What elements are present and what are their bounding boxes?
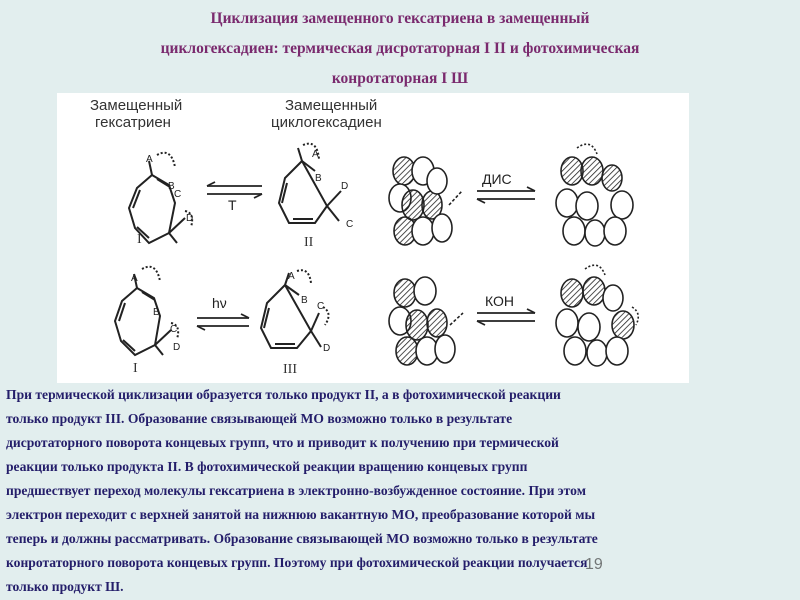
hexatriene-bottom [115,267,181,355]
title-line-1: Циклизация замещенного гексатриена в замещенный [210,10,590,27]
top-atom-b: B [168,181,175,192]
orbitals-bottom-left [389,277,463,365]
ii-atom-c: C [346,219,354,230]
thermal-arrows [207,182,262,198]
photo-arrows [197,314,249,330]
dis-arrows [477,187,535,203]
dis-label: ДИС [482,171,512,187]
title-line-3: конротаторная I Ш [331,70,469,87]
ii-atom-b: B [315,173,322,184]
label-cyclohexadiene-1: Замещенный [285,97,378,114]
orbitals-top-right [556,144,633,246]
ii-atom-d: D [341,181,349,192]
bottom-atom-c: C [170,324,178,335]
bottom-atom-d: D [173,342,181,353]
body-line-2: только продукт III. Образование связывающей МО возможно только в результате [6,411,513,426]
hexatriene-top [129,153,192,243]
roman-3: III [283,362,297,377]
reaction-figure [57,93,689,383]
kon-arrows [477,309,535,325]
label-cyclohexadiene-2: циклогексадиен [271,114,382,131]
title-line-2: циклогексадиен: термическая дисротаторная I II и фотохимическая [160,40,640,57]
explanation-text [6,383,796,599]
body-line-6: электрон переходит с верхней занятой на нижнюю вакантную МО, преобразование которой мы [6,507,596,522]
iii-atom-c: C [317,301,325,312]
roman-1-top: I [137,232,142,247]
bottom-atom-b: B [153,307,160,318]
body-line-8: конротаторного поворота концевых групп. Поэтому при фотохимической реакции получается [6,555,588,570]
kon-label: КОН [485,293,514,309]
roman-2: II [304,235,314,250]
photo-label: hν [212,295,227,311]
page-number: 19 [585,556,603,573]
roman-1-bottom: I [133,361,138,376]
label-hexatriene-1: Замещенный [90,97,183,114]
body-line-1: При термической циклизации образуется только продукт II, а в фотохимической реакции [6,387,561,402]
reaction-scheme [57,93,689,383]
thermal-label: T [228,197,237,213]
top-atom-a: A [146,154,153,165]
top-atom-c: C [174,189,182,200]
orbitals-top-left [389,157,462,245]
bottom-atom-a: A [131,273,138,284]
iii-atom-a: A [288,271,295,282]
body-line-7: теперь и должны рассматривать. Образование связывающей МО возможно только в результате [6,531,598,546]
iii-atom-b: B [301,295,308,306]
body-line-5: предшествует переход молекулы гексатриена в электронно-возбужденное состояние. При этом [6,483,586,498]
body-line-4: реакции только продукта II. В фотохимической реакции вращению концевых групп [6,459,528,474]
top-atom-d: D [186,213,194,224]
label-hexatriene-2: гексатриен [95,114,171,131]
slide-title [0,4,800,94]
body-line-3: дисротаторного поворота концевых групп, что и приводит к получению при термической [6,435,559,450]
orbitals-bottom-right [556,265,638,366]
body-line-9: только продукт Ш. [6,579,124,594]
iii-atom-d: D [323,343,331,354]
cyclohexadiene-ii [279,144,341,223]
ii-atom-a: A [312,149,319,160]
